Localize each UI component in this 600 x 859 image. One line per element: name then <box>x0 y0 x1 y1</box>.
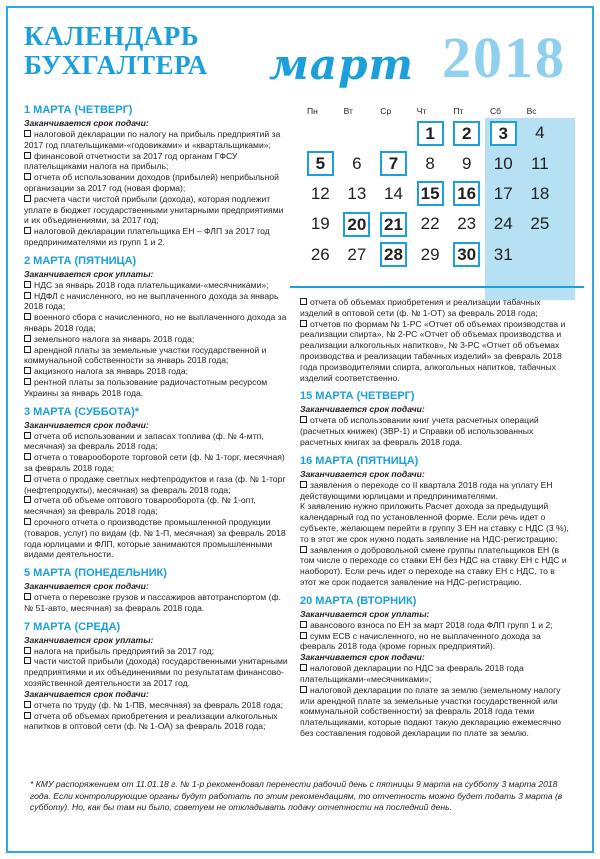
deadline-item-text: сумм ЕСВ с начисленного, но не выплаченного дохода за февраль 2018 года (кроме горных предприятий). <box>300 630 541 652</box>
calendar-grid <box>302 118 558 270</box>
day-number: 16 <box>453 181 480 206</box>
section-date-title: 20 МАРТА (ВТОРНИК) <box>300 594 417 607</box>
day-number: 12 <box>310 183 330 203</box>
checkbox-icon[interactable] <box>24 453 31 460</box>
day-number: 6 <box>352 153 362 173</box>
calendar <box>302 104 558 270</box>
section-subtitle: Заканчивается срок уплаты: <box>300 608 430 619</box>
calendar-day <box>412 240 449 270</box>
deadline-item-text: отчета о товарообороте торговой сети (ф. № 1-торг, месячная) за февраль 2018 года; <box>24 452 285 473</box>
checkbox-icon[interactable] <box>24 647 31 654</box>
checkbox-icon[interactable] <box>24 130 31 137</box>
deadline-item <box>300 501 570 544</box>
day-number: 25 <box>530 214 550 234</box>
day-number: 7 <box>380 151 407 176</box>
deadline-item <box>24 700 289 711</box>
deadline-item <box>300 545 570 588</box>
deadline-item-text: расчета части чистой прибыли (дохода), которая подлежит уплате в бюджет государственными унитарными предприятиями и их объединениями, за 2017 год; <box>24 193 284 226</box>
deadline-item <box>24 280 289 291</box>
deadline-section <box>24 104 289 248</box>
checkbox-icon[interactable] <box>300 664 307 671</box>
section-subtitle: Заканчивается срок подачи: <box>24 581 149 592</box>
day-number: 5 <box>307 151 334 176</box>
deadline-item <box>24 312 289 334</box>
checkbox-icon[interactable] <box>24 496 31 503</box>
checkbox-icon[interactable] <box>24 701 31 708</box>
calendar-day <box>412 118 449 148</box>
day-number: 9 <box>461 153 472 173</box>
calendar-day <box>485 118 522 148</box>
deadline-section <box>24 567 289 614</box>
calendar-day <box>412 209 449 239</box>
deadline-item-text: военного сбора с начисленного, но не выплаченного дохода за январь 2018 года; <box>24 312 287 333</box>
checkbox-icon[interactable] <box>24 378 31 385</box>
calendar-day <box>448 209 485 239</box>
deadline-item <box>300 480 570 502</box>
deadline-item-text: НДФЛ с начисленного, но не выплаченного дохода за январь 2018 года; <box>24 290 279 312</box>
calendar-day <box>522 179 559 209</box>
deadline-section <box>24 621 289 733</box>
deadline-item <box>24 474 289 496</box>
calendar-day <box>302 209 339 239</box>
calendar-day <box>375 179 412 209</box>
checkbox-icon[interactable] <box>300 320 307 327</box>
calendar-day <box>448 179 485 209</box>
checkbox-icon[interactable] <box>300 416 307 423</box>
checkbox-icon[interactable] <box>24 367 31 374</box>
checkbox-icon[interactable] <box>24 346 31 353</box>
deadline-item-text: финансовой отчетности за 2017 год органам ГФСУ плательщиками налога на прибыль; <box>24 150 238 172</box>
deadline-item-text: авансового взноса по ЕН за март 2018 года ФЛП групп 1 и 2; <box>310 619 553 630</box>
calendar-day <box>522 118 559 148</box>
section-subtitle: Заканчивается срок подачи: <box>24 118 149 128</box>
calendar-day <box>448 240 485 270</box>
deadline-item-text: части чистой прибыли (дохода) государственными унитарными предприятиями и их объединениями по результатам финансово-хозяйственной деятельности за 2017 год. <box>24 656 288 689</box>
checkbox-icon[interactable] <box>300 298 307 305</box>
right-column <box>300 297 570 746</box>
section-subtitle: Заканчивается срок уплаты: <box>24 634 154 645</box>
brand-line-1: КАЛЕНДАРЬ <box>24 21 200 51</box>
deadline-item <box>24 377 289 399</box>
deadline-item-text: налоговой декларации по налогу на прибыль предприятий за 2017 год плательщиками-«годовиками» и «квартальщиками»; <box>24 129 281 150</box>
section-date-title: 2 МАРТА (ПЯТНИЦА) <box>24 254 137 267</box>
deadline-item <box>24 646 289 657</box>
calendar-day <box>485 209 522 239</box>
calendar-day <box>339 209 376 239</box>
day-number: 24 <box>493 214 513 234</box>
left-column <box>24 104 289 739</box>
calendar-empty-cell <box>302 118 339 148</box>
deadline-item-text: отчета об объемах приобретения и реализации алкогольных напитков в оптовой сети (ф. № 1-ОА) за февраль 2018 года; <box>24 710 278 732</box>
calendar-empty-cell <box>522 240 559 270</box>
deadline-item <box>24 291 289 313</box>
weekday-label: Ср <box>380 106 392 116</box>
checkbox-icon[interactable] <box>24 712 31 719</box>
calendar-day <box>485 179 522 209</box>
calendar-day <box>448 148 485 178</box>
deadline-section <box>24 255 289 399</box>
deadline-item <box>24 495 289 517</box>
weekday-label: Пт <box>453 106 464 116</box>
deadline-item-text: отчета об объемах приобретения и реализации табачных изделий в оптовой сети (ф. № 1-ОТ) за февраль 2018 года; <box>300 297 541 318</box>
calendar-day <box>339 240 376 270</box>
deadline-item <box>24 226 289 248</box>
checkbox-icon[interactable] <box>300 632 307 639</box>
deadline-item <box>300 663 570 685</box>
day-number: 22 <box>420 214 440 234</box>
deadline-item <box>24 172 289 194</box>
calendar-day <box>448 118 485 148</box>
deadline-item-text: налоговой декларации плательщика ЕН – ФЛП за 2017 год предпринимателями из групп 1 и 2. <box>24 226 270 247</box>
deadline-item-text: отчета о продаже светлых нефтепродуктов и газа (ф. № 1-торг (нефтепродукты), месячная) за февраль 2018 года; <box>24 473 286 495</box>
day-number: 21 <box>380 212 407 237</box>
day-number: 20 <box>343 212 370 237</box>
section-subtitle: Заканчивается срок подачи: <box>24 419 149 430</box>
day-number: 14 <box>384 183 403 203</box>
footnote: * КМУ распоряжением от 11.01.18 г. № 1-р рекомендовал перенести рабочий день с пятницы 9 марта на субботу 3 марта 2018 года. Если контролирующие органы будут работать по этим рекомендациям, то отчетность можно будет подать 3 марта (в субботу). Но, как бы там ни было, советуем не откладывать подачу отчетности на последний день. <box>30 779 563 813</box>
deadline-item <box>24 517 289 560</box>
day-number: 27 <box>347 244 367 264</box>
day-number: 23 <box>457 214 477 234</box>
section-date-title: 1 МАРТА (ЧЕТВЕРГ) <box>24 104 133 116</box>
calendar-empty-cell <box>339 118 376 148</box>
weekday-label: Вт <box>343 106 353 116</box>
deadline-item <box>24 334 289 345</box>
checkbox-icon[interactable] <box>24 152 31 159</box>
day-number: 31 <box>493 244 513 264</box>
calendar-day <box>522 209 559 239</box>
deadline-item-text: отчета о перевозке грузов и пассажиров автотранспортом (ф. № 51-авто, месячная) за февраль 2018 года. <box>24 592 281 613</box>
calendar-day <box>375 148 412 178</box>
weekday-label: Пн <box>307 106 318 116</box>
checkbox-icon[interactable] <box>24 292 31 299</box>
section-date-title: 16 МАРТА (ПЯТНИЦА) <box>300 454 419 467</box>
checkbox-icon[interactable] <box>24 518 31 525</box>
deadline-section <box>300 595 570 739</box>
day-number: 13 <box>347 183 367 203</box>
section-date-title: 3 МАРТА (СУББОТА)* <box>24 405 140 418</box>
deadline-item-text: отчета об объеме оптового товарооборота (ф. № 1-опт, месячная) за февраль 2018 года; <box>24 495 256 517</box>
month-title: март <box>269 40 414 89</box>
deadline-section <box>300 390 570 447</box>
day-number: 11 <box>531 153 549 173</box>
section-date-title: 5 МАРТА (ПОНЕДЕЛЬНИК) <box>24 567 167 580</box>
checkbox-icon[interactable] <box>24 475 31 482</box>
header <box>24 22 584 94</box>
calendar-day <box>412 179 449 209</box>
deadline-item-text: налога на прибыль предприятий за 2017 год; <box>34 645 215 656</box>
deadline-item-text: отчета об использовании книг учета расчетных операций (расчетных книжек) (ЗВР-1) и Справки об использованных расчетных книгах за февраль 2018 года. <box>300 415 539 447</box>
calendar-divider <box>290 286 584 288</box>
deadline-item <box>300 415 570 447</box>
deadline-item <box>24 194 289 226</box>
calendar-day <box>302 179 339 209</box>
checkbox-icon[interactable] <box>24 227 31 234</box>
deadline-item-text: земельного налога за январь 2018 года; <box>34 333 195 344</box>
day-number: 3 <box>490 121 517 146</box>
section-subtitle: Заканчивается срок подачи: <box>300 652 425 663</box>
deadline-item-text: заявления о переходе со II квартала 2018 года на уплату ЕН действующими юрлицами и предпринимателями. <box>300 479 553 501</box>
calendar-day <box>485 148 522 178</box>
deadline-item-text: НДС за январь 2018 года плательщиками-«месячниками»; <box>34 279 269 290</box>
brand-title <box>24 22 208 80</box>
deadline-section <box>300 455 570 588</box>
calendar-day <box>522 148 559 178</box>
calendar-day <box>485 240 522 270</box>
day-number: 26 <box>310 244 330 264</box>
day-number: 1 <box>417 121 444 146</box>
deadline-section <box>24 406 289 561</box>
day-number: 17 <box>493 183 513 203</box>
day-number: 18 <box>530 183 550 203</box>
calendar-empty-cell <box>375 118 412 148</box>
checkbox-icon[interactable] <box>24 281 31 288</box>
deadline-item <box>300 685 570 739</box>
deadline-item <box>24 711 289 733</box>
day-number: 2 <box>453 121 480 146</box>
day-number: 15 <box>417 181 444 206</box>
weekday-label: Вс <box>526 106 537 116</box>
calendar-day <box>339 148 376 178</box>
deadline-item-text: срочного отчета о производстве промышленной продукции (товаров, услуг) по видам (ф. № 1-П, месячная) за февраль 2018 года юрлицами и ФЛП, которые занимаются промышленными видами деятельности. <box>24 516 286 560</box>
deadline-item-text: отчета по труду (ф. № 1-ПВ, месячная) за февраль 2018 года; <box>34 699 284 710</box>
checkbox-icon[interactable] <box>24 657 31 664</box>
deadline-item <box>300 297 570 319</box>
weekday-label: Сб <box>489 106 501 116</box>
checkbox-icon[interactable] <box>24 335 31 342</box>
day-number: 8 <box>425 153 435 173</box>
deadline-item-text: отчета об использовании доходов (прибылей) неприбыльной организации за 2017 год (новая форма); <box>24 172 279 193</box>
weekday-label: Чт <box>416 106 427 116</box>
section-subtitle: Заканчивается срок подачи: <box>300 468 425 479</box>
deadline-item <box>24 129 289 151</box>
checkbox-icon[interactable] <box>300 686 307 693</box>
deadline-item-text: заявления о добровольной смене группы плательщиков ЕН (в том числе о переходе со ставки ЕН без НДС на ставку ЕН с НДС и наоборот). Если речь идет о переходе на ставку ЕН с НДС, то в этот же срок подается заявление на НДС-регистрацию. <box>300 544 567 587</box>
deadline-item <box>24 431 289 453</box>
day-number: 28 <box>380 242 407 267</box>
deadline-item-text: отчетов по формам № 1-РС «Отчет об объемах производства и реализации спирта», № 2-РС «Отчет об объемах производства и реализации алкогольных напитков», № 3-РС «Отчет об объемах производства и реализации табачных изделий» за февраль 2018 года производителями спирта, алкогольных напитков, табачных изделий соответственно. <box>300 318 566 383</box>
deadline-item <box>24 366 289 377</box>
calendar-day <box>339 179 376 209</box>
year-title: 2018 <box>442 25 566 90</box>
deadline-section <box>300 297 570 383</box>
deadline-item <box>24 656 289 688</box>
deadline-item-text: К заявлению нужно приложить Расчет дохода за предыдущий календарный год по установленной форме. Если речь идет о субъекте, желающем перейти в группу 3 ЕН на ставку с НДС (3 %), то в этот же срок нужно подать заявление на НДС-регистрацию; <box>300 501 569 544</box>
checkbox-icon[interactable] <box>300 621 307 628</box>
brand-line-2: БУХГАЛТЕРА <box>24 50 208 80</box>
calendar-day <box>302 240 339 270</box>
section-subtitle: Заканчивается срок уплаты: <box>24 268 154 279</box>
deadline-item <box>300 319 570 384</box>
checkbox-icon[interactable] <box>24 313 31 320</box>
deadline-item-text: арендной платы за земельные участки государственной и коммунальной собственности за январь 2018 года; <box>24 344 267 366</box>
deadline-item <box>24 452 289 474</box>
deadline-item <box>24 151 289 173</box>
section-subtitle: Заканчивается срок подачи: <box>300 404 425 415</box>
day-number: 29 <box>420 244 440 264</box>
day-number: 4 <box>535 123 545 143</box>
deadline-item-text: рентной платы за пользование радиочастотным ресурсом Украины за январь 2018 года. <box>24 376 268 398</box>
calendar-day <box>412 148 449 178</box>
deadline-item <box>300 620 570 631</box>
checkbox-icon[interactable] <box>24 432 31 439</box>
checkbox-icon[interactable] <box>300 481 307 488</box>
calendar-day <box>375 240 412 270</box>
checkbox-icon[interactable] <box>24 195 31 202</box>
checkbox-icon[interactable] <box>24 173 31 180</box>
section-date-title: 7 МАРТА (СРЕДА) <box>24 620 121 633</box>
deadline-item-text: отчета об использовании и запасах топлива (ф. № 4-мтп, месячная) за февраль 2018 года; <box>24 430 264 452</box>
deadline-item <box>24 592 289 614</box>
day-number: 30 <box>453 242 480 267</box>
calendar-day <box>302 148 339 178</box>
deadline-item-text: налоговой декларации по плате за землю (земельному налогу или арендной плате за земельные участки государственной или коммунальной собственности) за февраль 2018 года теми плательщиками, которые подают такую декларацию ежемесячно без составления годовой декларации по плате за землю. <box>300 684 561 738</box>
checkbox-icon[interactable] <box>24 593 31 600</box>
day-number: 10 <box>493 153 513 173</box>
deadline-item-text: налоговой декларации по НДС за февраль 2018 года плательщиками-«месячниками»; <box>300 663 524 684</box>
section-subtitle: Заканчивается срок подачи: <box>24 688 149 699</box>
checkbox-icon[interactable] <box>300 546 307 553</box>
calendar-day <box>375 209 412 239</box>
deadline-item <box>300 631 570 653</box>
day-number: 19 <box>310 214 330 234</box>
calendar-weekdays <box>302 104 558 118</box>
deadline-item <box>24 345 289 367</box>
deadline-item-text: акцизного налога за январь 2018 года; <box>34 366 188 377</box>
section-date-title: 15 МАРТА (ЧЕТВЕРГ) <box>300 390 415 403</box>
